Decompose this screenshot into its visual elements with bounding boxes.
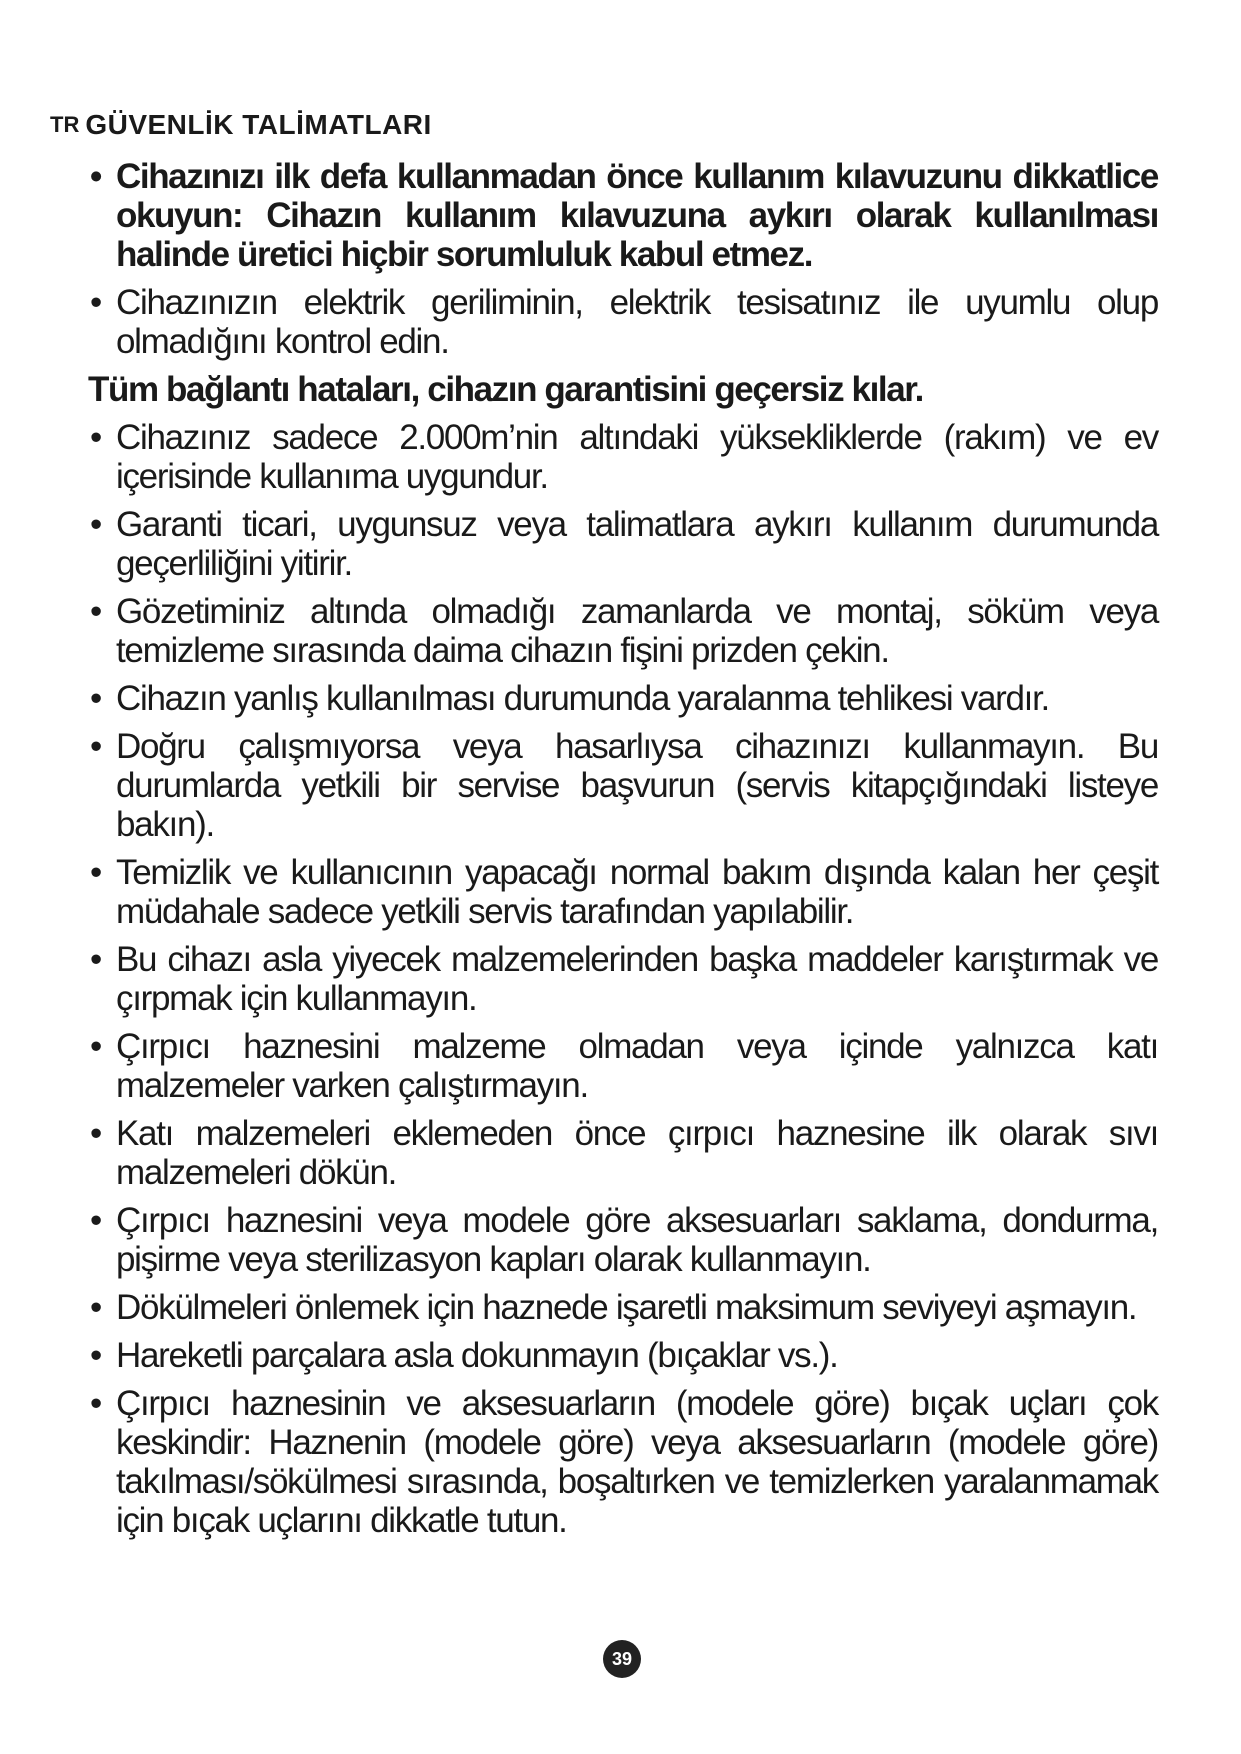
page-number: 39: [603, 1640, 641, 1678]
list-item: [88, 853, 1158, 931]
item-text: Doğru çalışmıyorsa veya hasarlıysa cihazınızı kullanmayın. Bu durumlarda yetkili bir servise başvurun (servis kitapçığındaki listeye bakın).: [116, 727, 1158, 844]
bullet: •: [90, 1288, 101, 1327]
item-text: Cihazınızın elektrik geriliminin, elektrik tesisatınız ile uyumlu olup olmadığını kontrol edin.: [116, 283, 1158, 361]
safety-instructions: [88, 157, 1158, 1549]
list-item: [88, 592, 1158, 670]
list-item: [88, 418, 1158, 496]
item-text: Çırpıcı haznesini veya modele göre aksesuarları saklama, dondurma, pişirme veya sterilizasyon kapları olarak kullanmayın.: [116, 1201, 1158, 1279]
section-title: GÜVENLİK TALİMATLARI: [85, 109, 432, 140]
list-item: [88, 283, 1158, 361]
list-item: [88, 727, 1158, 844]
item-text: Cihazın yanlış kullanılması durumunda yaralanma tehlikesi vardır.: [116, 679, 1049, 718]
bullet: •: [90, 1027, 101, 1066]
bullet: •: [90, 418, 101, 457]
list-item: [88, 1288, 1158, 1327]
item-text: Hareketli parçalara asla dokunmayın (bıçaklar vs.).: [116, 1336, 838, 1375]
list-item: [88, 1114, 1158, 1192]
list-item: [88, 1201, 1158, 1279]
item-text: Katı malzemeleri eklemeden önce çırpıcı haznesine ilk olarak sıvı malzemeleri dökün.: [116, 1114, 1158, 1192]
bullet: •: [90, 1201, 101, 1240]
bullet: •: [90, 940, 101, 979]
list-item: [88, 157, 1158, 274]
item-text: Dökülmeleri önlemek için haznede işaretli maksimum seviyeyi aşmayın.: [116, 1288, 1137, 1327]
item-text: Çırpıcı haznesini malzeme olmadan veya içinde yalnızca katı malzemeler varken çalıştırmayın.: [116, 1027, 1158, 1105]
warning-text: Tüm bağlantı hataları, cihazın garantisini geçersiz kılar.: [88, 370, 923, 409]
bullet: •: [90, 1114, 101, 1153]
bullet: •: [90, 283, 101, 322]
bullet: •: [90, 853, 101, 892]
bullet: •: [90, 727, 101, 766]
language-code: TR: [50, 112, 80, 137]
bullet: •: [90, 157, 101, 196]
list-item: [88, 940, 1158, 1018]
list-item: [88, 1336, 1158, 1375]
item-text: Çırpıcı haznesinin ve aksesuarların (modele göre) bıçak uçları çok keskindir: Haznenin (modele göre) veya aksesuarların (modele göre) takılması/sökülmesi sırasında, boşaltırken ve temizlerken yaralanmamak için bıçak uçlarını dikkatle tutun.: [116, 1384, 1158, 1540]
item-text: Cihazınız sadece 2.000m’nin altındaki yüksekliklerde (rakım) ve ev içerisinde kullanıma uygundur.: [116, 418, 1158, 496]
bullet: •: [90, 679, 101, 718]
list-item: [88, 1027, 1158, 1105]
bullet: •: [90, 1336, 101, 1375]
list-item: [88, 679, 1158, 718]
list-item: [88, 1384, 1158, 1540]
item-text: Garanti ticari, uygunsuz veya talimatlara aykırı kullanım durumunda geçerliliğini yitirir.: [116, 505, 1158, 583]
item-text: Cihazınızı ilk defa kullanmadan önce kullanım kılavuzunu dikkatlice okuyun: Cihazın kullanım kılavuzuna aykırı olarak kullanılması halinde üretici hiçbir sorumluluk kabul etmez.: [116, 157, 1158, 274]
bullet: •: [90, 1384, 101, 1423]
bullet: •: [90, 592, 101, 631]
bullet: •: [90, 505, 101, 544]
list-item: [88, 505, 1158, 583]
item-text: Bu cihazı asla yiyecek malzemelerinden başka maddeler karıştırmak ve çırpmak için kullanmayın.: [116, 940, 1158, 1018]
section-header: [50, 103, 1152, 147]
item-text: Temizlik ve kullanıcının yapacağı normal bakım dışında kalan her çeşit müdahale sadece yetkili servis tarafından yapılabilir.: [116, 853, 1158, 931]
item-text: Gözetiminiz altında olmadığı zamanlarda ve montaj, söküm veya temizleme sırasında daima cihazın fişini prizden çekin.: [116, 592, 1158, 670]
